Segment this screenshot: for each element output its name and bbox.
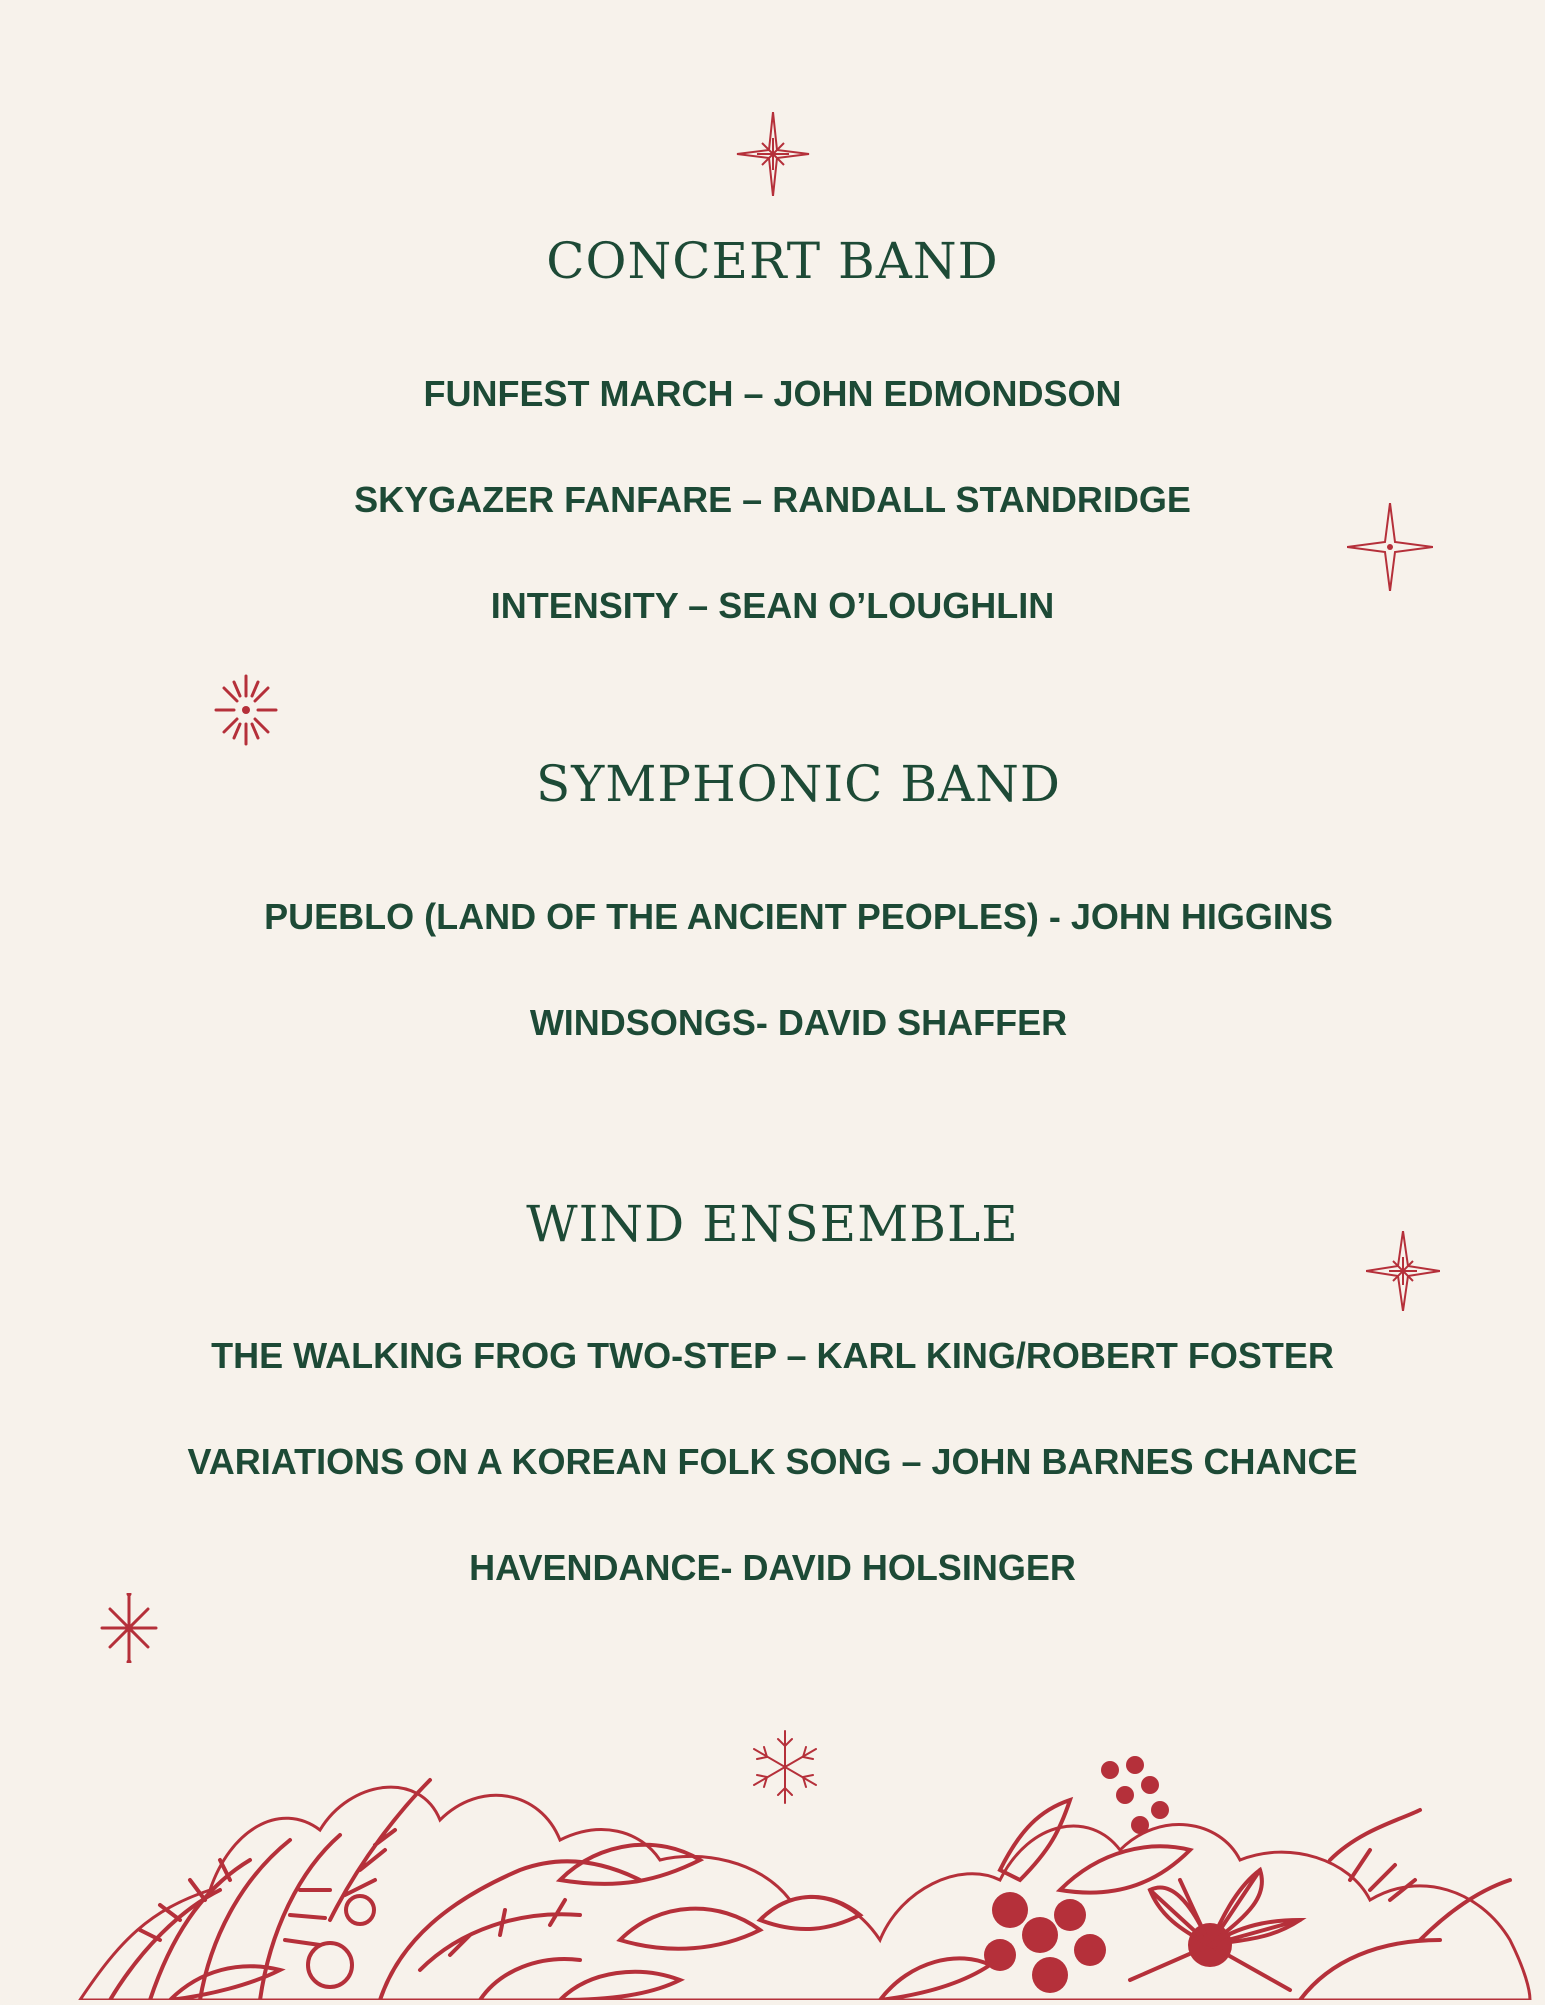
section-title-wind-ensemble: WIND ENSEMBLE xyxy=(526,1195,1019,1253)
program-item: SKYGAZER FANFARE – RANDALL STANDRIDGE xyxy=(354,479,1191,520)
program-item: THE WALKING FROG TWO-STEP – KARL KING/ROBERT FOSTER xyxy=(211,1335,1334,1376)
program-item: VARIATIONS ON A KOREAN FOLK SONG – JOHN BARNES CHANCE xyxy=(187,1441,1358,1482)
program-item: HAVENDANCE- DAVID HOLSINGER xyxy=(469,1547,1076,1588)
section-title-concert-band: CONCERT BAND xyxy=(546,232,999,290)
section-title-symphonic-band: SYMPHONIC BAND xyxy=(535,755,1062,813)
program-item: WINDSONGS- DAVID SHAFFER xyxy=(529,1002,1068,1043)
program-item: PUEBLO (LAND OF THE ANCIENT PEOPLES) - JOHN HIGGINS xyxy=(264,896,1333,937)
sparkle-icon xyxy=(100,1593,158,1663)
program-item: FUNFEST MARCH – JOHN EDMONDSON xyxy=(423,373,1122,414)
star-icon xyxy=(734,112,812,196)
program-item: INTENSITY – SEAN O’LOUGHLIN xyxy=(490,585,1055,626)
poinsettia-garland xyxy=(0,1740,1545,2000)
star-icon xyxy=(1366,1231,1440,1311)
star-icon xyxy=(1347,503,1433,591)
burst-icon xyxy=(214,673,278,747)
